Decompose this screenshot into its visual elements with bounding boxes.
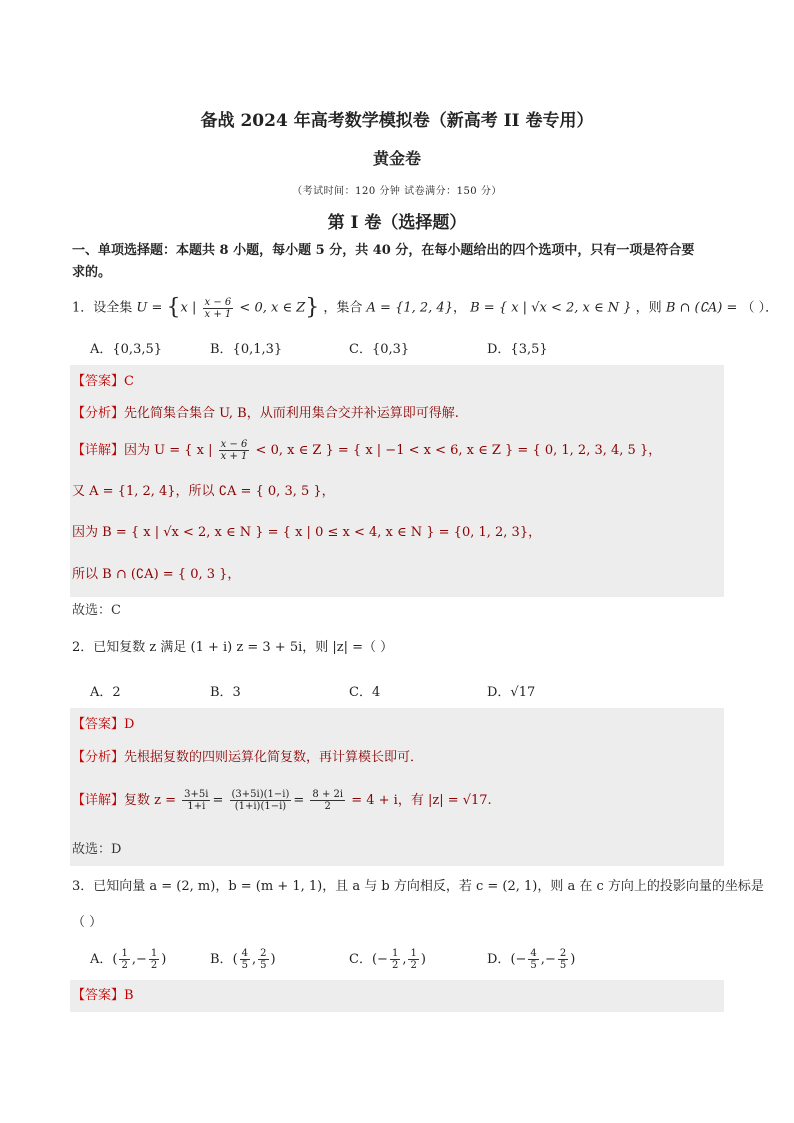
q1-choice-a: A．{0,3,5} bbox=[90, 342, 163, 357]
q1-U-condition: < 0, x ∈ Z bbox=[239, 300, 306, 316]
q2-stem: 2．已知复数 z 满足 (1 + i) z = 3 + 5i，则 |z| =（ ） bbox=[72, 640, 394, 655]
q1-analysis bbox=[72, 404, 459, 424]
q1-stem-text-a: 1．设全集 bbox=[72, 300, 133, 316]
q1-choice-b: B．{0,1,3} bbox=[210, 342, 283, 357]
q1-A-set: A = {1, 2, 4} bbox=[366, 300, 453, 316]
q3-choice-b: B．( $\frac{4}{5}$ , $\frac{2}{5}$ ) bbox=[210, 948, 276, 971]
main-title: 备战 2024 年高考数学模拟卷（新高考 II 卷专用） bbox=[200, 111, 594, 131]
answer-value: C bbox=[124, 374, 134, 389]
fraction-numerator: 4 bbox=[530, 948, 537, 959]
fraction bbox=[558, 948, 568, 971]
q2-analysis bbox=[72, 748, 423, 768]
exam-meta: （考试时间：120 分钟 试卷满分：150 分） bbox=[292, 186, 502, 197]
detail-fraction bbox=[219, 439, 250, 462]
q1-detail-line-3: 因为 B = { x | √x < 2, x ∈ N } = { x | 0 ≤ x < 4, x ∈ N } = {0, 1, 2, 3}， bbox=[72, 525, 542, 540]
choice-label: C． bbox=[349, 952, 372, 967]
detail-text-1a: 因为 U = { x | bbox=[124, 443, 213, 458]
sub-title: 黄金卷 bbox=[372, 149, 421, 168]
sign: − bbox=[515, 952, 527, 967]
instructions-line-1: 一、单项选择题：本题共 8 小题，每小题 5 分，共 40 分，在每小题给出的四个选项中，只有一项是符合要 bbox=[72, 243, 695, 258]
fraction-denominator: x + 1 bbox=[220, 451, 248, 462]
fraction-numerator: 1 bbox=[391, 948, 399, 959]
answer-tag: 【答案】 bbox=[72, 374, 125, 389]
section-title: 第 I 卷（选择题） bbox=[327, 213, 467, 233]
q3-choice-a: A．( $\frac{1}{2}$ ,− $\frac{1}{2}$ ) bbox=[90, 948, 167, 971]
q2-choice-b: B．3 bbox=[210, 685, 241, 700]
fraction bbox=[149, 948, 159, 971]
analysis-tag: 【分析】 bbox=[72, 750, 125, 765]
q1-U-fraction bbox=[203, 297, 234, 320]
detail-fraction-2 bbox=[230, 789, 292, 812]
q1-U-var: x | bbox=[180, 300, 197, 316]
q1-stem: 1．设全集 U = {x | $\frac{x - 6}{x + 1}$ < 0, x ∈ Z} ，集合 A = {1, 2, 4}， B = { x | √x < 2, x ∈ N } ，则 B ∩ (∁A) = （ ）． bbox=[72, 295, 779, 320]
q1-detail-line-4: 所以 B ∩ (∁A) = { 0, 3 }， bbox=[72, 567, 241, 582]
fraction-denominator: 2 bbox=[150, 960, 158, 971]
fraction-numerator: 8 + 2i bbox=[312, 789, 344, 800]
q1-stem-text-d: （ ）． bbox=[741, 300, 779, 316]
q1-detail-line-2: 又 A = {1, 2, 4}，所以 ∁A = { 0, 3, 5 }， bbox=[72, 484, 335, 499]
detail-tag: 【详解】 bbox=[72, 443, 125, 458]
fraction bbox=[408, 948, 418, 971]
answer-tag: 【答案】 bbox=[72, 988, 125, 1003]
q2-choice-a: A．2 bbox=[90, 685, 121, 700]
detail-tag: 【详解】 bbox=[72, 793, 125, 808]
detail-text-a: 复数 z = bbox=[124, 793, 177, 808]
instructions-line-2: 求的。 bbox=[72, 265, 112, 280]
fraction-denominator: 5 bbox=[241, 960, 249, 971]
paren-left: ( bbox=[510, 952, 516, 967]
fraction-numerator: 1 bbox=[410, 948, 417, 959]
q1-solution-block bbox=[70, 365, 724, 597]
fraction bbox=[240, 948, 250, 971]
sign: − bbox=[377, 952, 388, 967]
choice-label: B． bbox=[210, 952, 233, 967]
paren-left: ( bbox=[371, 952, 378, 967]
q3-stem-line-1: 3．已知向量 a = (2, m)，b = (m + 1, 1)，且 a 与 b 方向相反，若 c = (2, 1)，则 a 在 c 方向上的投影向量的坐标是 bbox=[72, 879, 764, 894]
q1-stem-text-c: ，则 bbox=[635, 300, 662, 316]
paren-right: ) bbox=[420, 952, 426, 967]
paren-left: ( bbox=[112, 952, 118, 967]
fraction-denominator: 2 bbox=[324, 801, 331, 812]
paren-right: ) bbox=[161, 952, 167, 967]
fraction-denominator: 1+i bbox=[187, 801, 206, 812]
q3-choice-c: C．(− $\frac{1}{2}$ , $\frac{1}{2}$ ) bbox=[349, 948, 426, 971]
answer-value: D bbox=[124, 717, 135, 732]
q1-stem-text-b: ，集合 bbox=[323, 300, 363, 316]
fraction bbox=[528, 948, 538, 971]
fraction-numerator: 2 bbox=[260, 948, 267, 959]
fraction-numerator: x − 6 bbox=[204, 296, 232, 308]
q2-answer bbox=[72, 715, 134, 735]
paren-left: ( bbox=[232, 952, 238, 967]
fraction-denominator: 2 bbox=[410, 960, 417, 971]
q1-expression: B ∩ (∁A) = bbox=[665, 300, 738, 316]
detail-text-b: = 4 + i，有 |z| = √17. bbox=[351, 793, 492, 808]
fraction-numerator: 3+5i bbox=[184, 789, 209, 800]
sign: − bbox=[135, 952, 147, 967]
q2-detail: 【详解】复数 z = $\frac{3+5i}{1+i}$ = $\frac{(3+5i)(1-i)}{(1+i)(1-i)}$ = $\frac{8 + 2i}{2}$ = 4 + i，有 |z| = √17. bbox=[72, 789, 492, 812]
fraction bbox=[119, 948, 129, 971]
fraction-denominator: 2 bbox=[121, 960, 128, 971]
q3-solution-block bbox=[70, 980, 724, 1012]
brace-left: { bbox=[166, 295, 181, 320]
fraction-denominator: 2 bbox=[391, 960, 399, 971]
detail-fraction-3 bbox=[310, 789, 345, 812]
detail-fraction-1 bbox=[182, 789, 210, 812]
analysis-text: 先化简集合集合 U, B，从而利用集合交并补运算即可得解. bbox=[124, 406, 459, 421]
fraction-denominator: 5 bbox=[559, 960, 567, 971]
q1-final: 故选：C bbox=[72, 603, 121, 618]
choice-label: D． bbox=[487, 952, 511, 967]
fraction-numerator: 1 bbox=[121, 948, 128, 959]
answer-tag: 【答案】 bbox=[72, 717, 125, 732]
analysis-tag: 【分析】 bbox=[72, 406, 125, 421]
q2-choice-d: D．√17 bbox=[487, 685, 536, 700]
fraction-numerator: 1 bbox=[150, 948, 158, 959]
fraction-numerator: x − 6 bbox=[220, 439, 248, 450]
q1-answer bbox=[72, 372, 134, 392]
fraction bbox=[390, 948, 400, 971]
q1-U-label: U = bbox=[136, 300, 167, 316]
fraction-numerator: 4 bbox=[241, 948, 249, 959]
fraction bbox=[258, 948, 268, 971]
fraction-numerator: (3+5i)(1−i) bbox=[231, 789, 290, 800]
q3-answer bbox=[72, 986, 134, 1006]
brace-right: } bbox=[305, 295, 320, 320]
q1-choice-c: C．{0,3} bbox=[349, 342, 410, 357]
q1-B-set: B = { x | √x < 2, x ∈ N } bbox=[470, 300, 632, 316]
paren-right: ) bbox=[570, 952, 576, 967]
fraction-denominator: (1+i)(1−i) bbox=[234, 801, 287, 812]
choice-label: A． bbox=[90, 952, 113, 967]
fraction-denominator: 5 bbox=[530, 960, 537, 971]
fraction-denominator: x + 1 bbox=[204, 308, 232, 320]
sign: − bbox=[544, 952, 556, 967]
answer-value: B bbox=[124, 988, 134, 1003]
q2-final: 故选：D bbox=[72, 842, 122, 857]
fraction-numerator: 2 bbox=[559, 948, 567, 959]
q1-choice-d: D．{3,5} bbox=[487, 342, 548, 357]
q3-choice-d: D．(− $\frac{4}{5}$ ,− $\frac{2}{5}$ ) bbox=[487, 948, 576, 971]
q3-stem-line-2: （ ） bbox=[72, 915, 103, 930]
fraction-denominator: 5 bbox=[260, 960, 267, 971]
analysis-text: 先根据复数的四则运算化简复数，再计算模长即可． bbox=[124, 750, 424, 765]
detail-text-1b: < 0, x ∈ Z } = { x | −1 < x < 6, x ∈ Z } = { 0, 1, 2, 3, 4, 5 }， bbox=[255, 443, 662, 458]
q1-detail-line-1 bbox=[72, 436, 661, 466]
q2-choice-c: C．4 bbox=[349, 685, 381, 700]
paren-right: ) bbox=[270, 952, 276, 967]
